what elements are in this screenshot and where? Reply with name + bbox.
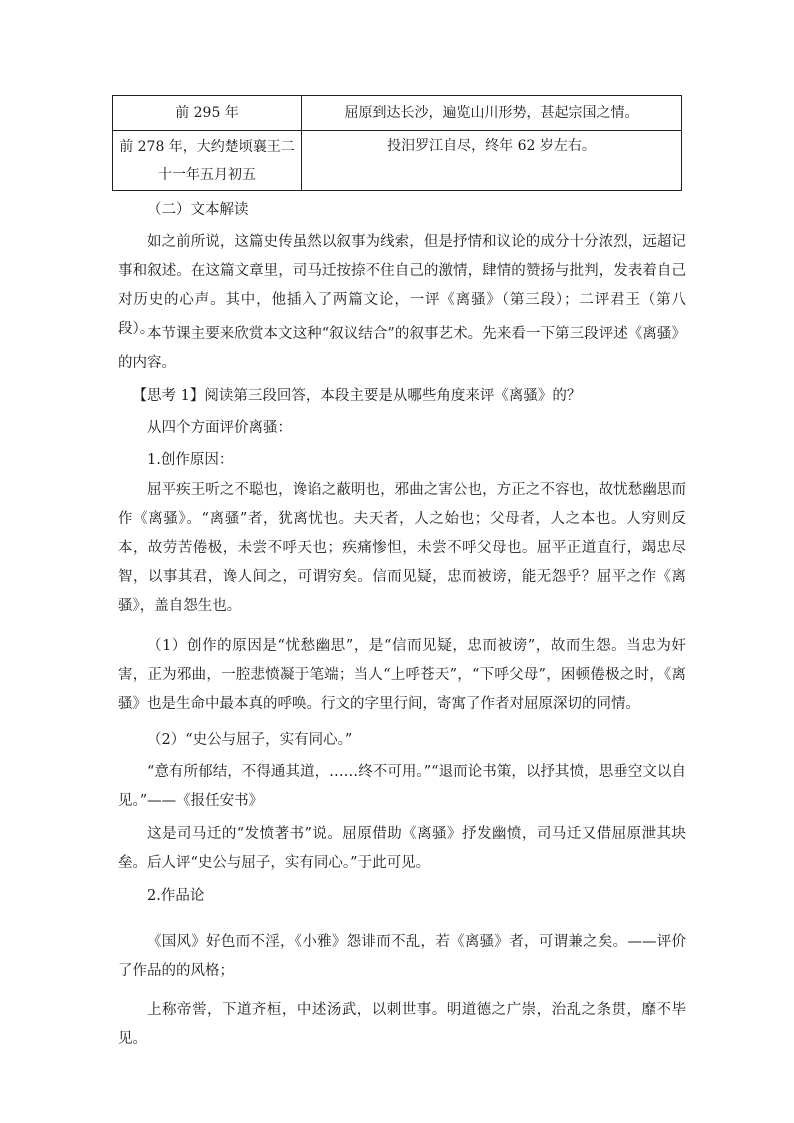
quotation: 《国风》好色而不淫，《小雅》怨诽而不乱，若《离骚》者，可谓兼之矣。——评价了作品的的风格； — [118, 934, 686, 979]
subheading: 2.作品论 — [147, 888, 205, 904]
quote-block — [118, 476, 686, 621]
analysis-block — [118, 632, 686, 719]
date-cell: 前 278 年，大约楚顷襄王二十一年五月初五 — [113, 131, 302, 191]
quote-block — [118, 758, 686, 816]
section-heading: （二）文本解读 — [147, 202, 249, 218]
paragraph-block — [118, 820, 686, 878]
point-heading: （2）“史公与屈子，实有同心。” — [147, 732, 353, 748]
subheading-block — [118, 882, 686, 911]
subheading-block — [118, 446, 686, 475]
paragraph: 这是司马迁的“发愤著书”说。屈原借助《离骚》抒发幽愤，司马迁又借屈原泄其块垒。后人评“史公与屈子，实有同心。”于此可见。 — [118, 826, 686, 871]
subheading: 1.创作原因： — [147, 452, 234, 468]
point-block — [118, 726, 686, 755]
paragraph: 本节课主要来欣赏本文这种“叙议结合”的叙事艺术。先来看一下第三段评述《离骚》的内容。 — [118, 326, 686, 371]
quote-block — [118, 996, 686, 1054]
quote-block — [118, 928, 686, 986]
focus-paragraph-block — [118, 320, 686, 378]
analysis-paragraph: （1）创作的原因是“忧愁幽思”，是“信而见疑，忠而被谤”，故而生怨。当忠为奸害，正为邪曲，一腔悲愤凝于笔端；当人“上呼苍天”，“下呼父母”，困顿倦极之时，《离骚》也是生命中最本真的呼唤。行文的字里行间，寄寓了作者对屈原深切的同情。 — [118, 638, 686, 712]
quotation: “意有所郁结，不得通其道，……终不可用。”“退而论书策，以抒其愤，思垂空文以自见。”——《报任安书》 — [118, 764, 686, 809]
paragraph: 如之前所说，这篇史传虽然以叙事为线索，但是抒情和议论的成分十分浓烈，远超记事和叙述。在这篇文章里，司马迁按捺不住自己的激情，肆情的赞扬与批判，发表着自己对历史的心声。其中，他插入了两篇文论，一评《离骚》（第三段）；二评君王（第八段）。 — [118, 234, 686, 337]
question: 【思考 1】阅读第三段回答，本段主要是从哪些角度来评《离骚》的？ — [132, 388, 582, 404]
event-cell: 屈原到达长沙，遍览山川形势，甚起宗国之情。 — [302, 96, 682, 131]
question-block — [118, 382, 686, 411]
answer-intro-block — [118, 414, 686, 443]
table-row — [113, 131, 682, 191]
quotation: 屈平疾王听之不聪也，谗谄之蔽明也，邪曲之害公也，方正之不容也，故忧愁幽思而作《离骚》。“离骚”者，犹离忧也。夫天者，人之始也；父母者，人之本也。人穷则反本，故劳苦倦极，未尝不呼天也；疾痛惨怛，未尝不呼父母也。屈平正道直行，竭忠尽智，以事其君，谗人间之，可谓穷矣。信而见疑，忠而被谤，能无怨乎？屈平之作《离骚》，盖自怨生也。 — [118, 482, 686, 614]
quotation: 上称帝喾，下道齐桓，中述汤武，以刺世事。明道德之广崇，治乱之条贯，靡不毕见。 — [118, 1002, 686, 1047]
table-row — [113, 96, 682, 131]
section-heading-block — [118, 196, 686, 225]
answer-intro: 从四个方面评价离骚： — [147, 420, 292, 436]
event-cell: 投汨罗江自尽，终年 62 岁左右。 — [302, 131, 682, 191]
date-cell: 前 295 年 — [113, 96, 302, 131]
timeline-table — [112, 95, 682, 191]
